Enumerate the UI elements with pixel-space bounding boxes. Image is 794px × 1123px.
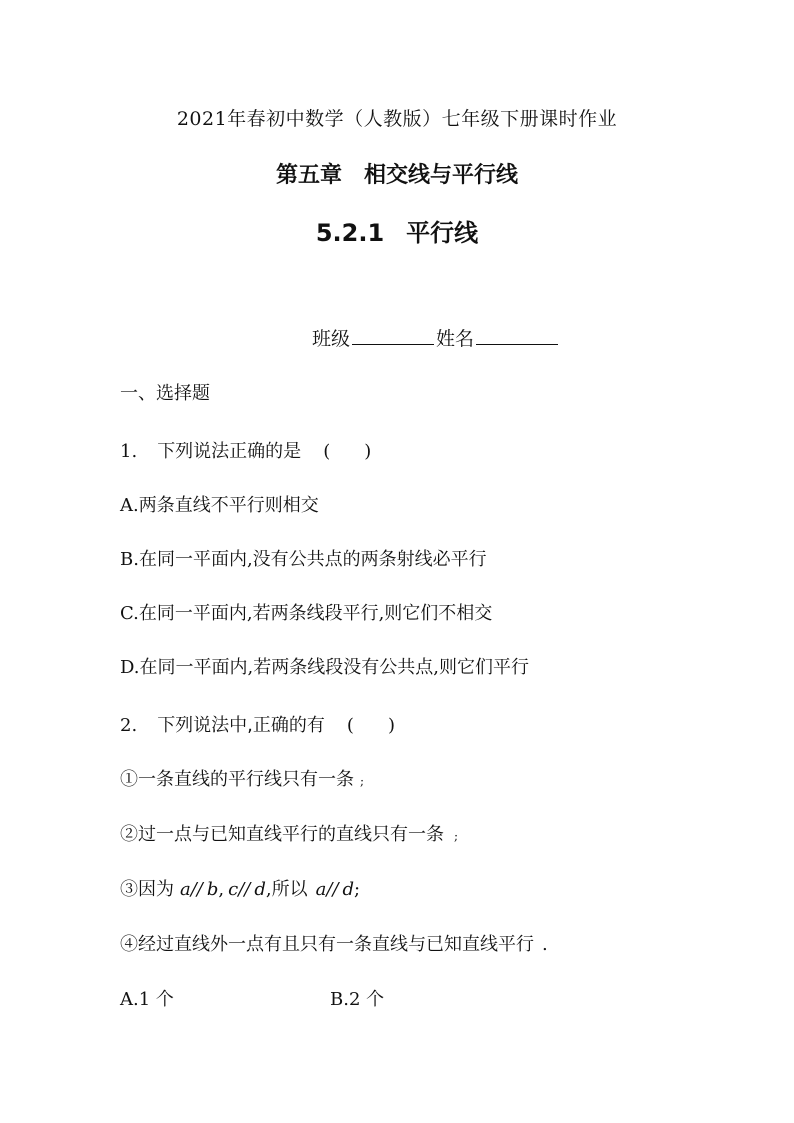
student-info-line [312, 324, 560, 351]
question-2-option-b: B.2 个 [330, 989, 385, 1010]
name-label: 姓名 [436, 328, 475, 350]
question-1-option-c: C.在同一平面内,若两条线段平行,则它们不相交 [120, 603, 493, 624]
question-2-option-a: A.1 个 [120, 989, 174, 1010]
class-label: 班级 [312, 328, 351, 350]
section-name: 平行线 [406, 219, 479, 247]
question-1-stem: 下列说法正确的是 [157, 441, 302, 462]
question-1-number: 1. [120, 441, 138, 462]
question-2-statement-4: ④经过直线外一点有且只有一条直线与已知直线平行 . [120, 934, 548, 955]
question-1-option-b: B.在同一平面内,没有公共点的两条射线必平行 [120, 549, 487, 570]
question-2-stem: 下列说法中,正确的有 [157, 715, 325, 736]
question-2-options-row [120, 985, 520, 1011]
question-1-answer-paren[interactable]: ( ) [323, 441, 372, 462]
question-2-statement-2: ②过一点与已知直线平行的直线只有一条 ; [120, 824, 459, 845]
section-number: 5.2.1 [315, 219, 385, 247]
header-title: 2021年春初中数学（人教版）七年级下册课时作业 [176, 108, 618, 130]
name-blank[interactable] [476, 326, 558, 345]
question-2-statement-3: ③因为 a// b, c// d,所以 a// d; [120, 879, 361, 900]
question-1-stem-line [120, 437, 371, 463]
class-blank[interactable] [352, 326, 434, 345]
question-1-option-d: D.在同一平面内,若两条线段没有公共点,则它们平行 [120, 657, 529, 678]
part-heading: 一、选择题 [120, 383, 210, 404]
question-2-statement-1: ①一条直线的平行线只有一条 ; [120, 769, 365, 790]
chapter-title: 第五章 相交线与平行线 [275, 163, 518, 188]
question-2-stem-line [120, 711, 395, 737]
question-2-number: 2. [120, 715, 138, 736]
question-2-answer-paren[interactable]: ( ) [346, 715, 395, 736]
section-title [0, 213, 794, 248]
question-1-option-a: A.两条直线不平行则相交 [120, 495, 319, 516]
